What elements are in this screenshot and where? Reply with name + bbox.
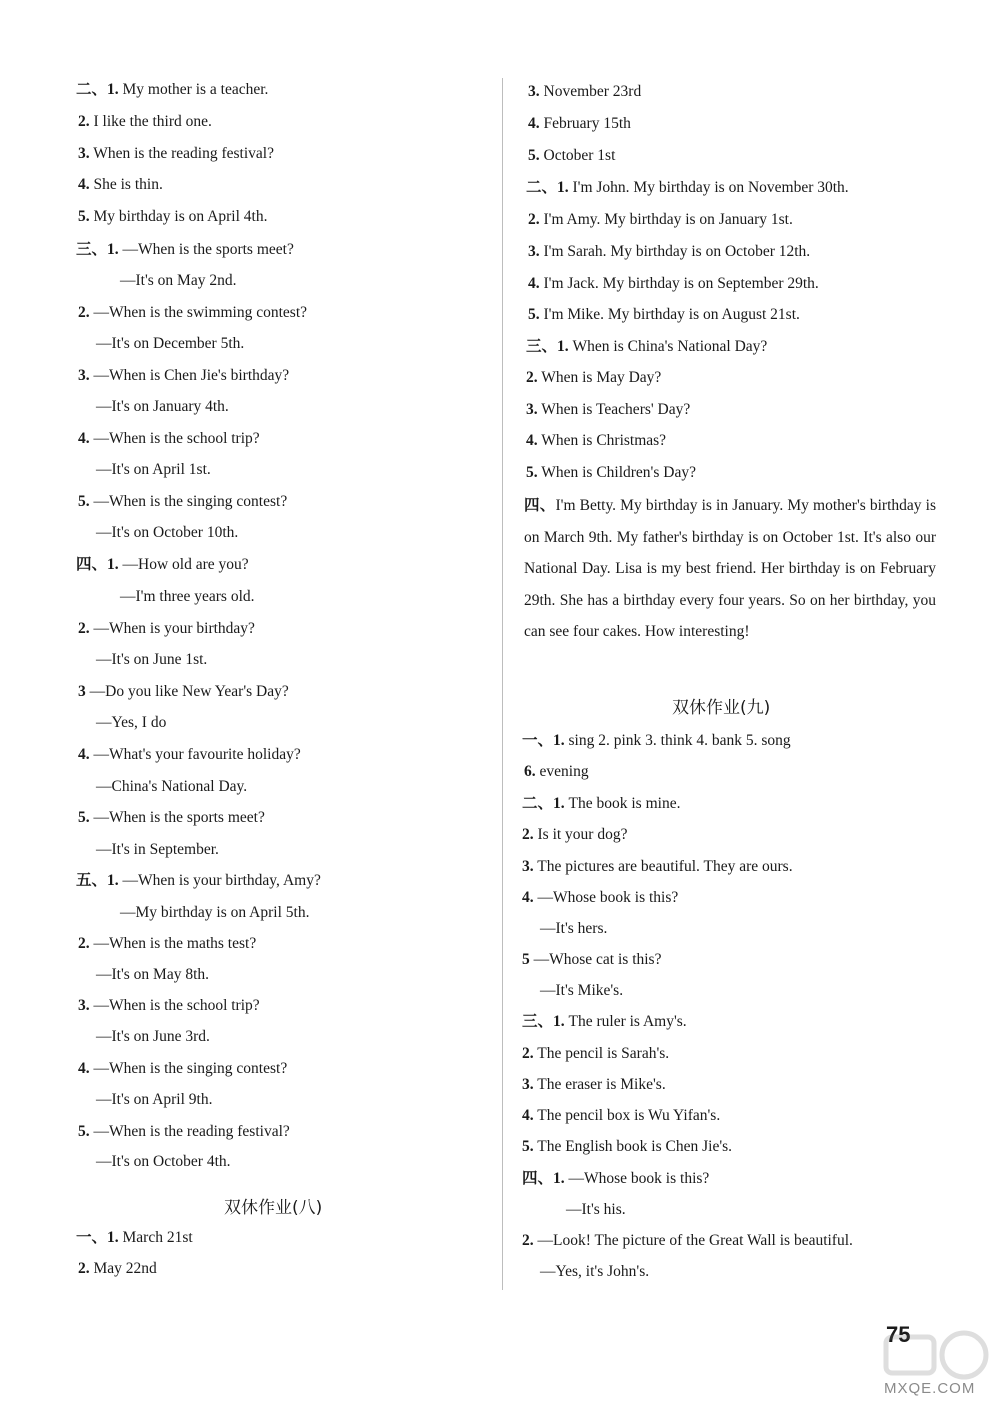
answer-line: [526, 431, 666, 451]
item-number: 三、1.: [76, 241, 119, 258]
answer-line: [78, 112, 212, 132]
answer-text: February 15th: [539, 115, 631, 132]
answer-text: When is Christmas?: [537, 432, 667, 449]
answer-text: —It's on May 2nd.: [120, 272, 237, 289]
answer-text: —When is the school trip?: [89, 997, 260, 1014]
answer-line: [78, 619, 255, 639]
answer-line: [78, 303, 307, 323]
item-number: 3.: [522, 858, 534, 875]
answer-line: [528, 210, 793, 230]
item-number: 5.: [528, 147, 540, 164]
answer-line: [540, 981, 623, 1001]
answer-line: [526, 400, 690, 420]
answer-text: —When is your birthday, Amy?: [118, 872, 321, 889]
item-number: 3.: [526, 401, 538, 418]
answer-line: [96, 713, 166, 733]
answer-line: [76, 80, 268, 100]
answer-text: —It's Mike's.: [540, 982, 624, 999]
item-number: 4.: [78, 430, 90, 447]
answer-line: [76, 871, 321, 891]
answer-line: [96, 965, 209, 985]
item-number: 4.: [522, 889, 534, 906]
answer-text: The English book is Chen Jie's.: [533, 1138, 733, 1155]
answer-text: —How old are you?: [118, 556, 249, 573]
item-number: 4.: [78, 746, 90, 763]
item-number: 6.: [524, 763, 536, 780]
answer-line: [78, 429, 260, 449]
answer-line: [528, 242, 810, 262]
answer-line: [76, 1228, 193, 1248]
answer-text: When is China's National Day?: [568, 338, 768, 355]
answer-line: [96, 460, 211, 480]
answer-line: [522, 1075, 666, 1095]
item-number: 2.: [522, 1045, 534, 1062]
answer-text: —When is the sports meet?: [89, 809, 265, 826]
item-number: 4.: [528, 115, 540, 132]
item-number: 五、1.: [76, 872, 119, 889]
answer-text: —When is the swimming contest?: [89, 304, 308, 321]
item-number: 3.: [78, 997, 90, 1014]
answer-text: —When is the school trip?: [89, 430, 260, 447]
answer-line: [78, 1122, 290, 1142]
item-number: 2.: [78, 113, 90, 130]
answer-line: [96, 777, 247, 797]
answer-line: [96, 1027, 210, 1047]
answer-text: November 23rd: [539, 83, 642, 100]
column-divider: [502, 78, 503, 1290]
answer-line: [96, 523, 238, 543]
answer-text: —When is your birthday?: [89, 620, 255, 637]
item-number: 2.: [522, 826, 534, 843]
answer-line: [96, 397, 229, 417]
item-number: 二、1.: [76, 81, 119, 98]
answer-text: The eraser is Mike's.: [533, 1076, 666, 1093]
item-number: 3.: [522, 1076, 534, 1093]
answer-text: Is it your dog?: [533, 826, 628, 843]
answer-line: [76, 555, 249, 575]
watermark-text: MXQE.COM: [884, 1380, 976, 1397]
item-number: 5.: [78, 809, 90, 826]
answer-line: [540, 919, 607, 939]
answer-text: The ruler is Amy's.: [564, 1013, 687, 1030]
answer-line: [120, 587, 255, 607]
answer-line: [522, 1169, 709, 1189]
answer-text: I like the third one.: [89, 113, 212, 130]
answer-line: [522, 731, 791, 751]
answer-line: [522, 825, 627, 845]
item-number: 3.: [528, 243, 540, 260]
answer-text: The pictures are beautiful. They are ours.: [533, 858, 793, 875]
section-heading: 双休作业(九): [672, 698, 771, 718]
answer-text: When is Teachers' Day?: [537, 401, 691, 418]
item-number: 三、1.: [522, 1013, 565, 1030]
item-number: 二、1.: [522, 795, 565, 812]
answer-text: —It's his.: [566, 1201, 626, 1218]
answer-text: —It's on May 8th.: [96, 966, 210, 983]
answer-text: I'm John. My birthday is on November 30th.: [568, 179, 849, 196]
answer-text: —It's on April 1st.: [96, 461, 211, 478]
answer-line: [522, 1137, 732, 1157]
answer-text: When is Children's Day?: [537, 464, 696, 481]
answer-line: [78, 1259, 157, 1279]
item-number: 四、1.: [522, 1170, 565, 1187]
answer-line: [78, 492, 287, 512]
item-number: 3.: [78, 367, 90, 384]
answer-line: [522, 857, 793, 877]
paragraph-text: I'm Betty. My birthday is in January. My mother's birthday is on March 9th. My father's birthday is on October 1st. It's also our National Day. Lisa is my best friend. Her birthday is on February 29th. She has a birthday every four years. So on her birthday, you can see four cakes. How interesting!: [524, 497, 936, 640]
answer-text: —When is the reading festival?: [89, 1123, 290, 1140]
answer-line: [526, 368, 661, 388]
answer-text: —What's your favourite holiday?: [89, 746, 301, 763]
answer-line: [78, 934, 256, 954]
answer-text: —Do you like New Year's Day?: [85, 683, 289, 700]
answer-text: The book is mine.: [564, 795, 681, 812]
answer-line: [78, 682, 289, 702]
answer-text: evening: [535, 763, 589, 780]
item-number: 3: [78, 683, 86, 700]
item-number: 5.: [78, 493, 90, 510]
page-number: 75: [886, 1322, 911, 1347]
answer-text: She is thin.: [89, 176, 163, 193]
answer-text: I'm Jack. My birthday is on September 29th.: [539, 275, 819, 292]
item-number: 2.: [78, 935, 90, 952]
answer-text: —Whose cat is this?: [529, 951, 662, 968]
item-number: 一、1.: [76, 1229, 119, 1246]
answer-text: —My birthday is on April 5th.: [120, 904, 310, 921]
reading-paragraph: [524, 490, 936, 648]
answer-line: [522, 1231, 853, 1251]
item-number: 4.: [528, 275, 540, 292]
answer-text: I'm Mike. My birthday is on August 21st.: [539, 306, 800, 323]
answer-line: [528, 274, 819, 294]
paragraph-number: 四、: [524, 497, 556, 514]
answer-line: [96, 840, 219, 860]
answer-text: —It's in September.: [96, 841, 219, 858]
answer-text: —China's National Day.: [96, 778, 248, 795]
answer-text: —When is Chen Jie's birthday?: [89, 367, 290, 384]
answer-text: The pencil is Sarah's.: [533, 1045, 670, 1062]
answer-line: [540, 1262, 649, 1282]
answer-line: [96, 1090, 212, 1110]
answer-text: —It's on June 1st.: [96, 651, 208, 668]
item-number: 2.: [78, 620, 90, 637]
answer-text: When is the reading festival?: [89, 145, 274, 162]
section-heading: 双休作业(八): [224, 1198, 323, 1218]
item-number: 3.: [78, 145, 90, 162]
answer-line: [78, 366, 289, 386]
item-number: 二、1.: [526, 179, 569, 196]
answer-line: [566, 1200, 626, 1220]
item-number: 2.: [78, 1260, 90, 1277]
item-number: 三、1.: [526, 338, 569, 355]
answer-line: [526, 178, 849, 198]
item-number: 5.: [78, 208, 90, 225]
answer-line: [528, 305, 800, 325]
answer-line: [96, 1152, 231, 1172]
answer-line: [522, 1012, 687, 1032]
answer-line: [528, 146, 615, 166]
answer-text: —It's on April 9th.: [96, 1091, 213, 1108]
item-number: 4.: [78, 1060, 90, 1077]
answer-text: —Look! The picture of the Great Wall is beautiful.: [533, 1232, 853, 1249]
item-number: 四、1.: [76, 556, 119, 573]
answer-text: —It's hers.: [540, 920, 608, 937]
answer-text: —It's on October 4th.: [96, 1153, 231, 1170]
answer-text: —Yes, I do: [96, 714, 167, 731]
answer-text: —It's on December 5th.: [96, 335, 245, 352]
answer-line: [522, 950, 661, 970]
answer-line: [78, 144, 274, 164]
answer-text: —When is the maths test?: [89, 935, 257, 952]
answer-line: [78, 808, 265, 828]
answer-line: [78, 996, 260, 1016]
answer-text: I'm Sarah. My birthday is on October 12th.: [539, 243, 811, 260]
item-number: 4.: [78, 176, 90, 193]
answer-text: October 1st: [539, 147, 616, 164]
answer-text: —Whose book is this?: [533, 889, 679, 906]
item-number: 5.: [522, 1138, 534, 1155]
answer-line: [528, 82, 641, 102]
answer-line: [524, 762, 589, 782]
item-number: 5.: [526, 464, 538, 481]
item-number: 5.: [78, 1123, 90, 1140]
answer-text: March 21st: [118, 1229, 193, 1246]
answer-text: My mother is a teacher.: [118, 81, 269, 98]
answer-text: —It's on January 4th.: [96, 398, 229, 415]
item-number: 3.: [528, 83, 540, 100]
answer-text: —Whose book is this?: [564, 1170, 710, 1187]
answer-line: [522, 1044, 669, 1064]
answer-text: —When is the singing contest?: [89, 1060, 288, 1077]
item-number: 4.: [526, 432, 538, 449]
answer-line: [120, 271, 236, 291]
answer-text: —It's on June 3rd.: [96, 1028, 210, 1045]
answer-text: sing 2. pink 3. think 4. bank 5. song: [564, 732, 791, 749]
item-number: 一、1.: [522, 732, 565, 749]
item-number: 4.: [522, 1107, 534, 1124]
answer-text: —When is the singing contest?: [89, 493, 288, 510]
answer-line: [522, 794, 680, 814]
answer-text: I'm Amy. My birthday is on January 1st.: [539, 211, 793, 228]
answer-text: —Yes, it's John's.: [540, 1263, 650, 1280]
answer-line: [96, 650, 207, 670]
answer-text: May 22nd: [89, 1260, 157, 1277]
answer-text: —When is the sports meet?: [118, 241, 294, 258]
answer-line: [120, 903, 309, 923]
answer-text: —I'm three years old.: [120, 588, 255, 605]
answer-line: [526, 463, 696, 483]
answer-text: —It's on October 10th.: [96, 524, 239, 541]
answer-line: [78, 175, 163, 195]
answer-text: The pencil box is Wu Yifan's.: [533, 1107, 721, 1124]
answer-line: [522, 888, 678, 908]
answer-line: [78, 207, 267, 227]
answer-line: [528, 114, 631, 134]
answer-line: [522, 1106, 720, 1126]
answer-text: When is May Day?: [537, 369, 662, 386]
answer-line: [78, 1059, 287, 1079]
answer-line: [526, 337, 767, 357]
item-number: 5: [522, 951, 530, 968]
item-number: 5.: [528, 306, 540, 323]
answer-line: [76, 240, 294, 260]
answer-line: [96, 334, 244, 354]
item-number: 2.: [526, 369, 538, 386]
item-number: 2.: [522, 1232, 534, 1249]
item-number: 2.: [528, 211, 540, 228]
answer-line: [78, 745, 301, 765]
answer-text: My birthday is on April 4th.: [89, 208, 268, 225]
item-number: 2.: [78, 304, 90, 321]
